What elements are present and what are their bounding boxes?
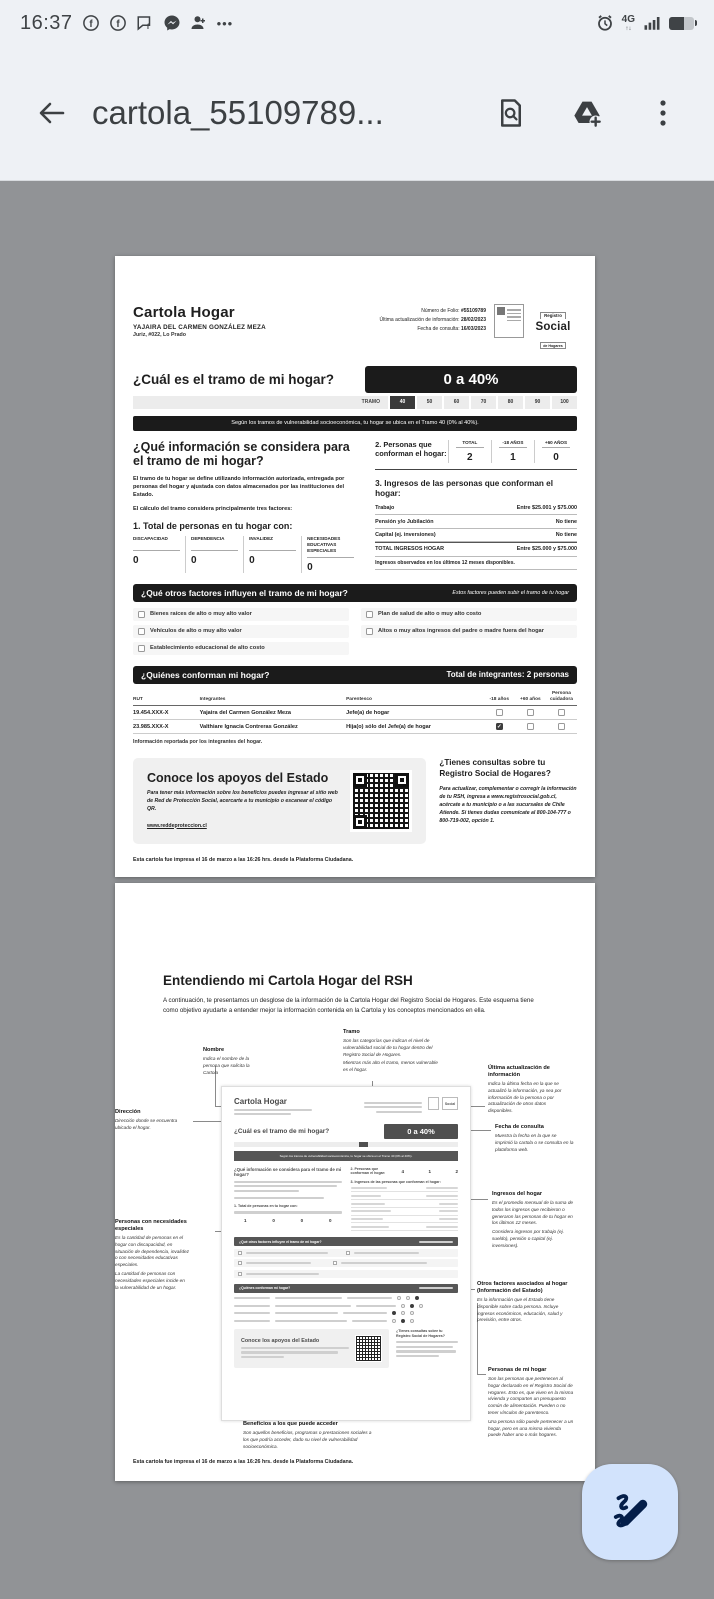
callout-ultima-actualizacion: Última actualización de información Indica la última fecha en la que se actualizó la información, ya sea por información de la persona o por actualización de otros datos disponibles. bbox=[488, 1065, 562, 1114]
callout-tramo: Tramo Son las categorías que indican el nivel de vulnerabilidad social de tu hogar dentro del Registro Social de Hogares. Mientras más alto el tramo, menos vulnerable es el hogar. bbox=[343, 1029, 438, 1073]
overflow-menu-button[interactable] bbox=[638, 88, 688, 138]
logos bbox=[494, 304, 577, 352]
household-total: Total de integrantes: 2 personas bbox=[446, 670, 569, 680]
support-link[interactable]: www.reddeproteccion.cl bbox=[147, 822, 207, 829]
factor-checkbox-item: Vehículos de alto o muy alto valor bbox=[133, 625, 349, 638]
callout-necesidades-especiales: Personas con necesidades especiales Es la cantidad de personas en el hogar con discapacidad, en situación de dependencia, invalidez o con necesidades educativas especiales. La cantidad de personas con necesidades especiales incide en la vulnerabilidad de un hogar. bbox=[115, 1219, 190, 1290]
page2-intro: A continuación, te presentamos un desglose de la información de la Cartola Hogar del Registro Social de Hogares. Este esquema tiene como objetivo ayudarte a entender mejor la información contenida en la Cartola y los conceptos mencionados en ella. bbox=[163, 997, 534, 1014]
holder-name: YAJAIRA DEL CARMEN GONZÁLEZ MEZA bbox=[133, 323, 266, 331]
checkbox-unchecked bbox=[527, 723, 534, 730]
pdf-viewer[interactable] bbox=[0, 180, 714, 1599]
stylus-scribble-icon bbox=[607, 1489, 653, 1535]
checkbox-unchecked bbox=[558, 709, 565, 716]
factor1-col: INVALIDEZ 0 bbox=[243, 536, 301, 573]
checkbox-checked: ✓ bbox=[496, 723, 502, 730]
factor1-table bbox=[133, 536, 359, 573]
mini-factor2-values: 4 1 2 bbox=[401, 1168, 458, 1174]
household-row: 19.454.XXX-X Yajaira del Carmen González Meza Jefe(a) de hogar bbox=[133, 706, 577, 720]
mini-tramo-banner: Según los tramos de vulnerabilidad socioeconómica, tu hogar se ubica en el Tramo 40 (0% al 40%). bbox=[234, 1151, 458, 1160]
factor1-col: NECESIDADES EDUCATIVAS ESPECIALES 0 bbox=[301, 536, 359, 573]
mini-tramo-value: 0 a 40% bbox=[384, 1124, 458, 1139]
battery-level bbox=[669, 17, 684, 30]
questions-section bbox=[439, 758, 577, 844]
facebook-icon bbox=[109, 14, 127, 32]
pdf-page-1 bbox=[115, 256, 595, 877]
factor-checkbox-item: Plan de salud de alto o muy alto costo bbox=[361, 608, 577, 621]
support-box bbox=[133, 758, 426, 844]
callout-direccion: Dirección Dirección donde se encuentra ubicado el hogar. bbox=[115, 1109, 178, 1130]
factor2-col: TOTAL 2 bbox=[448, 440, 491, 463]
annotate-fab[interactable] bbox=[582, 1464, 678, 1560]
signal-icon bbox=[643, 14, 661, 32]
status-bar-left bbox=[20, 12, 233, 35]
page2-title: Entendiendo mi Cartola Hogar del RSH bbox=[163, 973, 413, 988]
add-to-drive-button[interactable] bbox=[562, 88, 612, 138]
status-bar bbox=[0, 0, 714, 46]
callout-nombre: Nombre Indica el nombre de la persona que solicita la Cartola bbox=[203, 1047, 250, 1075]
cartola-header bbox=[133, 304, 577, 352]
cartola-title: Cartola Hogar bbox=[133, 304, 235, 321]
cartola-diagram bbox=[115, 1003, 595, 1463]
mini-cartola-title: Cartola Hogar bbox=[234, 1097, 287, 1106]
folio-meta bbox=[380, 304, 486, 334]
more-notifications-icon: ••• bbox=[216, 15, 234, 31]
messenger-icon bbox=[163, 14, 181, 32]
household-table bbox=[133, 688, 577, 735]
mini-social-badge: Social bbox=[442, 1097, 458, 1110]
battery-icon bbox=[669, 17, 694, 30]
callout-personas-hogar: Personas de mi hogar Son las personas que pertenecen al hogar declarado en el Registro Social de Hogares. Esto es, que viven en la misma vivienda y comparten un presupuesto común de alimentación. Pueden o no tener vínculos de parentesco. Una persona sólo puede pertenecer a un hogar, pero en una misma vivienda puede haber uno o más hogares. bbox=[488, 1367, 574, 1438]
connector-line bbox=[477, 1374, 486, 1375]
support-section bbox=[133, 758, 577, 844]
facebook-icon bbox=[82, 14, 100, 32]
income-table bbox=[375, 502, 577, 570]
updated-label: Última actualización de información: bbox=[379, 317, 460, 323]
tramo-scale-label: TRAMO bbox=[361, 399, 380, 405]
support-body: Para tener más información sobre los beneficios puedes ingresar al sitio web de Red de Protección Social, acercarte a tu municipio o escanear el código QR. bbox=[147, 790, 338, 812]
info-heading: ¿Qué información se considera para el tramo de mi hogar? bbox=[133, 439, 350, 468]
holder-block bbox=[133, 304, 266, 338]
chat-notification-icon bbox=[136, 14, 154, 32]
holder-address: Juriz, #022, Lo Prado bbox=[133, 332, 186, 338]
person-add-icon bbox=[190, 14, 208, 32]
mini-qr-code bbox=[355, 1335, 382, 1362]
registro-social-badge: Registro Social de Hogares bbox=[535, 313, 571, 348]
factors-checklist bbox=[133, 608, 577, 655]
consulted-value: 16/03/2023 bbox=[460, 326, 486, 332]
page1-footer: Esta cartola fue impresa el 16 de marzo a las 16:26 hrs. desde la Plataforma Ciudadana. bbox=[133, 857, 354, 863]
tramo-question: ¿Cuál es el tramo de mi hogar? bbox=[133, 371, 335, 387]
income-total-row: TOTAL INGRESOS HOGAR Entre $25.000 y $75.000 bbox=[375, 542, 577, 556]
mini-factor3-title: 3. Ingresos de las personas que conforman el hogar: bbox=[350, 1179, 441, 1184]
tramo-value-box: 0 a 40% bbox=[365, 366, 577, 393]
checkbox-unchecked bbox=[496, 709, 503, 716]
consulted-label: Fecha de consulta: bbox=[417, 326, 460, 332]
find-in-document-button[interactable] bbox=[486, 88, 536, 138]
checkbox-unchecked bbox=[527, 709, 534, 716]
back-button[interactable] bbox=[26, 88, 76, 138]
support-text bbox=[147, 771, 338, 831]
info-right-column bbox=[375, 440, 577, 573]
income-row: Pensión y/o Jubilación No tiene bbox=[375, 515, 577, 528]
income-row: Capital (ej. inversiones) No tiene bbox=[375, 529, 577, 542]
mini-household-banner: ¿Quiénes conforman mi hogar? bbox=[234, 1284, 458, 1293]
factors-banner: ¿Qué otros factores influyen el tramo de mi hogar? Estos factores pueden subir el tramo de tu hogar bbox=[133, 584, 577, 602]
mini-factor1-values: 1 0 0 0 bbox=[244, 1217, 332, 1223]
connector-line bbox=[471, 1130, 491, 1131]
info-paragraph-1: El tramo de tu hogar se define utilizando información autorizada, entregada por personas del hogar y ajustada con datos almacenados por las instituciones del Estado. bbox=[133, 475, 345, 498]
clock-time: 16:37 bbox=[20, 11, 73, 34]
info-paragraph-2: El cálculo del tramo considera principalmente tres factores: bbox=[133, 505, 293, 512]
mini-tramo-scale bbox=[234, 1142, 458, 1147]
tramo-scale-cell: 40 bbox=[388, 396, 415, 409]
mini-factors-banner: ¿Qué otros factores influyen el tramo de mi hogar? bbox=[234, 1237, 458, 1246]
svg-text:f: f bbox=[115, 18, 120, 30]
factor2-col: +60 AÑOS 0 bbox=[534, 440, 577, 463]
checkbox-unchecked bbox=[558, 723, 565, 730]
household-banner: ¿Quiénes conforman mi hogar? Total de integrantes: 2 personas bbox=[133, 666, 577, 684]
household-note: Información reportada por los integrantes del hogar. bbox=[133, 739, 263, 746]
checkbox-unchecked bbox=[138, 628, 145, 635]
tramo-scale-cell: 90 bbox=[523, 396, 550, 409]
checkbox-unchecked bbox=[366, 628, 373, 635]
connector-line bbox=[471, 1199, 488, 1200]
app-bar bbox=[0, 46, 714, 180]
factor2-title: 2. Personas que conforman el hogar: bbox=[375, 439, 447, 459]
callout-fecha-consulta: Fecha de consulta Muestra la fecha en la que se imprimió la cartola o se consulta en la plataforma web. bbox=[495, 1124, 574, 1152]
checkbox-unchecked bbox=[138, 611, 145, 618]
callout-otros-factores: Otros factores asociados al hogar (Información del Estado) Es la información que el Estado tiene disponible sobre cada persona. Incluye ingresos económicos, educación, salud y previsión, entre otros. bbox=[477, 1281, 568, 1323]
ministry-logo bbox=[494, 304, 524, 338]
network-type-indicator: 4G ↑↓ bbox=[621, 13, 635, 32]
pdf-page-2 bbox=[115, 883, 595, 1481]
tramo-scale-cell: 60 bbox=[442, 396, 469, 409]
mini-support-box: Conoce los apoyos del Estado bbox=[234, 1329, 389, 1368]
tramo-scale-cell: 70 bbox=[469, 396, 496, 409]
factors-banner-note: Estos factores pueden subir el tramo de tu hogar bbox=[452, 589, 569, 596]
mini-tramo-question: ¿Cuál es el tramo de mi hogar? bbox=[234, 1128, 330, 1136]
folio-label: Número de Folio: bbox=[421, 308, 460, 314]
svg-text:f: f bbox=[146, 22, 149, 31]
mini-factor1-title: 1. Total de personas en tu hogar con: bbox=[234, 1204, 298, 1209]
questions-body: Para actualizar, complementar o corregir la información de tu RSH, ingresa a www.registrosocial.gob.cl, acércate a tu municipio o a las sucursales de Chile Atiende. Si tienes dudas comunícate al 800-104-777 o 800-719-002, opción 1. bbox=[439, 785, 577, 824]
household-header-row: RUT Integrantes Parentesco -18 años +60 años Persona cuidadora bbox=[133, 688, 577, 707]
callout-beneficios: Beneficios a los que puede acceder Son aquellos beneficios, programas o prestaciones sociales a los que podría acceder, dado su nivel de vulnerabilidad socioeconómica. bbox=[243, 1421, 372, 1449]
tramo-row bbox=[133, 366, 577, 393]
mini-info-heading: ¿Qué información se considera para el tramo de mi hogar? bbox=[234, 1166, 342, 1178]
mini-cartola: Cartola Hogar Social ¿Cuál es el tramo de mi hogar? 0 a 40% Según los tramos de vulnerabilidad socioeconómica, tu hogar se ubica en el Tramo 40 (0% al 40%). ¿Qué información se considera para el tramo de mi hogar? 1. Total de personas en tu hogar con: 1 0 0 0 2. Personas que conforman el hogar: 4 1 2 3. Ingresos de las personas que conforman el hogar: ¿Qué otros factores influyen el tramo de mi hogar? ¿Quiénes conforman mi hogar? Conoce los apoyos del Estado ¿Tienes consultas sobre tu Registro Social de Hogares? bbox=[221, 1086, 471, 1421]
updated-value: 28/02/2023 bbox=[460, 317, 486, 323]
page2-footer: Esta cartola fue impresa el 16 de marzo a las 16:26 hrs. desde la Plataforma Ciudadana. bbox=[133, 1459, 354, 1465]
household-row: 23.985.XXX-X Valthiare Ignacia Contreras González Hija(o) sólo del Jefe(a) de hogar ✓ bbox=[133, 720, 577, 734]
factor-checkbox-item: Establecimiento educacional de alto costo bbox=[133, 642, 349, 655]
checkbox-unchecked bbox=[366, 611, 373, 618]
svg-text:f: f bbox=[88, 18, 93, 30]
alarm-icon bbox=[596, 14, 614, 32]
factor-checkbox-item: Bienes raíces de alto o muy alto valor bbox=[133, 608, 349, 621]
tramo-scale-cell: 80 bbox=[496, 396, 523, 409]
app-bar-actions bbox=[486, 88, 688, 138]
info-columns bbox=[133, 440, 577, 573]
income-row: Trabajo Entre $25.001 y $75.000 bbox=[375, 502, 577, 515]
tramo-scale-cell: 100 bbox=[550, 396, 577, 409]
factor1-col: DISCAPACIDAD 0 bbox=[133, 536, 185, 573]
tramo-scale bbox=[133, 396, 577, 409]
tramo-banner: Según los tramos de vulnerabilidad socioeconómica, tu hogar se ubica en el Tramo 40 (0% al 40%). bbox=[133, 416, 577, 431]
callout-ingresos: Ingresos del hogar Es el promedio mensual de la suma de todos los ingresos que recibieron o generaron las personas de tu hogar en los últimos 12 meses. Considera ingresos por trabajo (ej. sueldo), pensión o capital (ej. inversiones). bbox=[492, 1191, 574, 1248]
qr-code bbox=[350, 770, 412, 832]
factor2-col: -18 AÑOS 1 bbox=[491, 440, 534, 463]
factor1-col: DEPENDENCIA 0 bbox=[185, 536, 243, 573]
tramo-scale-cell: 50 bbox=[415, 396, 442, 409]
info-left-column bbox=[133, 440, 359, 573]
questions-heading: ¿Tienes consultas sobre tu Registro Social de Hogares? bbox=[439, 758, 551, 778]
mini-factor2-title: 2. Personas que conforman el hogar: bbox=[350, 1166, 386, 1176]
income-note: Ingresos observados en los últimos 12 meses disponibles. bbox=[375, 560, 577, 570]
folio-value: #55109789 bbox=[460, 308, 486, 314]
checkbox-unchecked bbox=[138, 645, 145, 652]
factor-checkbox-item: Altos o muy altos ingresos del padre o madre fuera del hogar bbox=[361, 625, 577, 638]
support-heading: Conoce los apoyos del Estado bbox=[147, 771, 329, 786]
factor2-table bbox=[375, 440, 577, 470]
factor1-title: 1. Total de personas en tu hogar con: bbox=[133, 520, 293, 531]
document-title: cartola_55109789... bbox=[92, 94, 384, 131]
status-bar-right bbox=[596, 14, 694, 32]
factor3-title: 3. Ingresos de las personas que conforman el hogar: bbox=[375, 478, 554, 498]
mini-ministry-logo bbox=[428, 1097, 439, 1110]
